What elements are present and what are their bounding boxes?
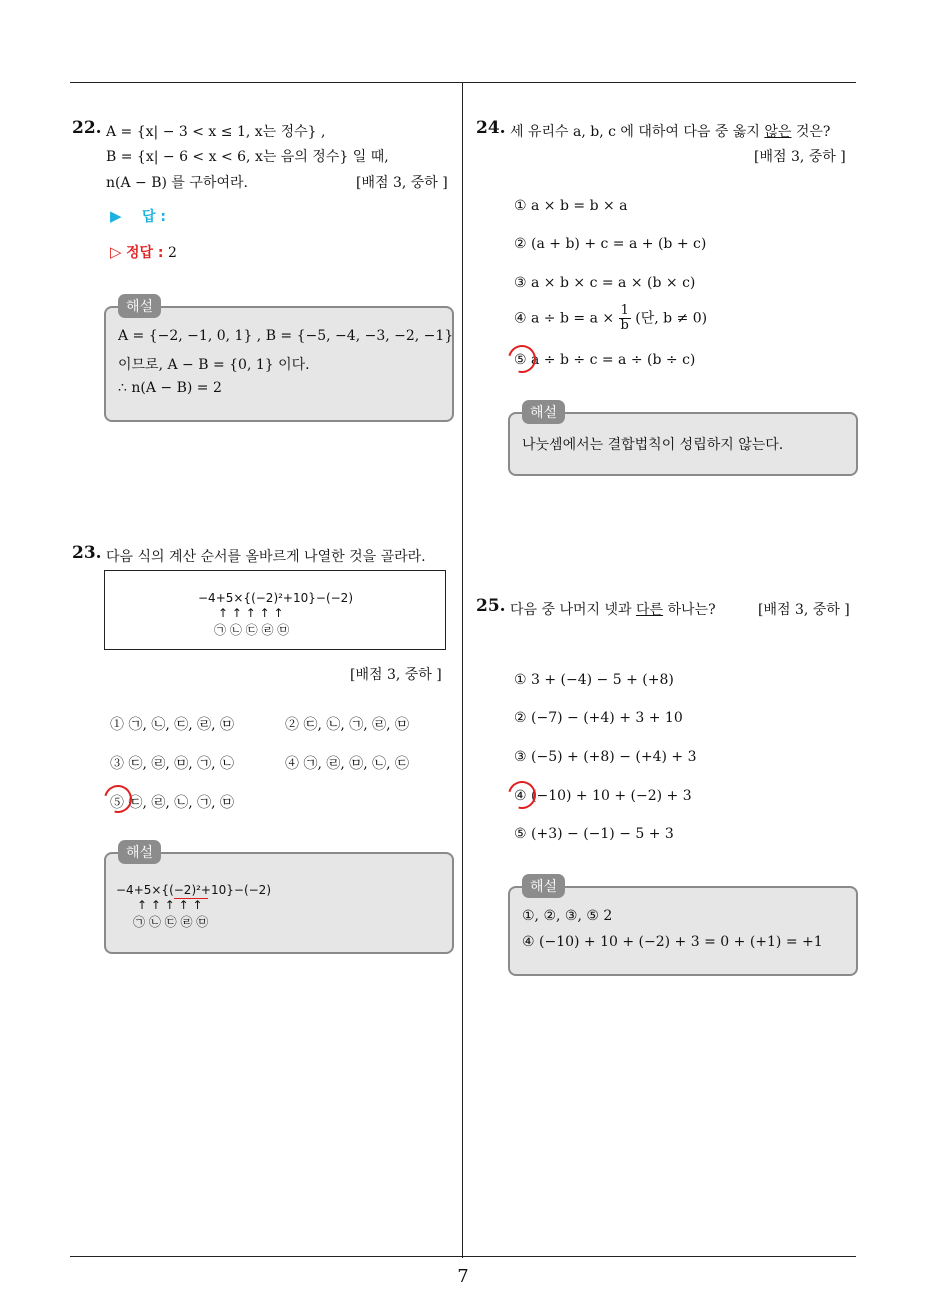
q24-question-text: 세 유리수 a, b, c 에 대하여 다음 중 옳지 [510,124,765,140]
q23-meta: [배점 3, 중하 ] [350,667,442,683]
q24-question-underlined: 않은 [764,124,792,140]
q23-option-2[interactable]: ② ㉢, ㉡, ㉠, ㉣, ㉤ [285,717,410,733]
q24-option-1[interactable]: ① a × b = b × a [514,198,628,214]
q24-option-3[interactable]: ③ a × b × c = a × (b × c) [514,275,696,291]
q23-option-3[interactable]: ③ ㉢, ㉣, ㉤, ㉠, ㉡ [110,756,235,772]
q23-explain-marks: ㉠ ㉡ ㉢ ㉣ ㉤ [133,915,209,929]
q25-question [510,599,716,619]
q22-correct-row [110,242,177,262]
q22-answer-row [110,206,166,226]
q22-meta: [배점 3, 중하 ] [356,175,448,191]
q25-meta: [배점 3, 중하 ] [758,602,850,618]
q24-meta: [배점 3, 중하 ] [754,149,846,165]
bottom-rule [70,1256,856,1257]
q22-answer-label: 답 : [142,209,166,225]
play-icon: ▶ [110,207,122,225]
q23-question: 다음 식의 계산 순서를 올바르게 나열한 것을 골라라. [106,549,426,565]
q25-number: 25. [476,596,506,616]
q22-explain-line1: A = {−2, −1, 0, 1} , B = {−5, −4, −3, −2, −1} [118,328,454,344]
q23-option-1[interactable]: ① ㉠, ㉡, ㉢, ㉣, ㉤ [110,717,235,733]
q25-question-end: 하나는? [663,602,716,618]
q22-line2: B = {x| − 6 < x < 6, x는 음의 정수} 일 때, [106,149,389,165]
q24-question-end: 것은? [791,124,831,140]
q23-marks: ㉠ ㉡ ㉢ ㉣ ㉤ [214,623,290,637]
q24-question [510,121,830,141]
page-number: 7 [457,1266,469,1287]
q25-option-2[interactable]: ② (−7) − (+4) + 3 + 10 [514,710,683,726]
q24-option-4-text: ④ a ÷ b = a × [514,310,615,327]
q24-fraction [619,304,631,333]
q24-frac-num: 1 [620,303,629,318]
q22-line3: n(A − B) 를 구하여라. [106,175,248,191]
q24-option-5[interactable]: ⑤ a ÷ b ÷ c = a ÷ (b ÷ c) [514,352,696,368]
q23-selected-circle [99,780,137,818]
q25-explain-tag: 해설 [522,874,565,898]
q24-selected-circle [503,340,541,378]
q24-number: 24. [476,118,506,138]
top-rule [70,82,856,83]
q25-explain-line2: ④ (−10) + 10 + (−2) + 3 = 0 + (+1) = +1 [522,934,823,950]
q24-explain-tag: 해설 [522,400,565,424]
q22-explain-line2: 이므로, A − B = {0, 1} 이다. [118,357,310,373]
q25-explain-line1: ①, ②, ③, ⑤ 2 [522,908,613,924]
q24-option-4-tail: (단, b ≠ 0) [635,310,708,327]
q23-option-5[interactable]: ⑤ ㉢, ㉣, ㉡, ㉠, ㉤ [110,795,235,811]
q23-explain-tag: 해설 [118,840,161,864]
q24-option-4[interactable] [514,304,707,333]
q25-option-5[interactable]: ⑤ (+3) − (−1) − 5 + 3 [514,826,674,842]
q22-correct-label: 정답 : [126,245,164,261]
q22-correct-value: 2 [167,245,177,261]
column-divider [462,82,463,1258]
q24-explain-text: 나눗셈에서는 결합법칙이 성립하지 않는다. [522,437,784,453]
q22-explain-tag: 해설 [118,294,161,318]
q25-explain-box [508,886,858,976]
q25-option-4[interactable]: ④ (−10) + 10 + (−2) + 3 [514,788,692,804]
q24-frac-den: b [620,318,629,333]
q23-explain-arrows: ↑ ↑ ↑ ↑ ↑ [137,898,203,912]
q24-option-2[interactable]: ② (a + b) + c = a + (b + c) [514,236,707,252]
q23-arrows: ↑ ↑ ↑ ↑ ↑ [218,606,284,620]
q23-expression: −4+5×{(−2)²+10}−(−2) [198,591,353,605]
q25-question-text: 다음 중 나머지 넷과 [510,602,636,618]
q25-selected-circle [503,776,541,814]
q25-option-1[interactable]: ① 3 + (−4) − 5 + (+8) [514,672,674,688]
q23-explain-expression: −4+5×{(−2)²+10}−(−2) [116,883,271,897]
q22-number: 22. [72,118,102,138]
q22-explain-line3: ∴ n(A − B) = 2 [118,380,222,396]
q22-line1: A = {x| − 3 < x ≤ 1, x는 정수} , [106,124,326,140]
play-outline-icon: ▷ [110,243,122,261]
q23-option-4[interactable]: ④ ㉠, ㉣, ㉤, ㉡, ㉢ [285,756,410,772]
q23-number: 23. [72,543,102,563]
q25-question-underlined: 다른 [636,602,664,618]
q25-option-3[interactable]: ③ (−5) + (+8) − (+4) + 3 [514,749,697,765]
